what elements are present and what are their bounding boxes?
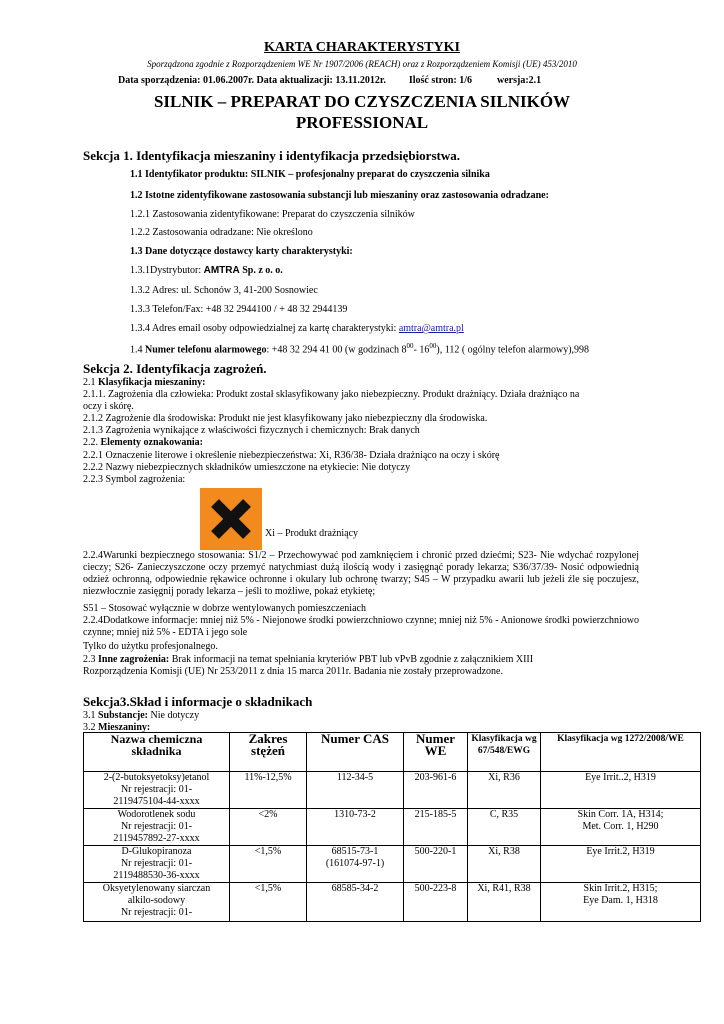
s3-1 [83, 710, 199, 721]
section-1-heading: Sekcja 1. Identyfikacja mieszaniny i identyfikacja przedsiębiorstwa. [83, 148, 460, 163]
cell-we: 215-185-5 [404, 809, 468, 846]
product-name-line2: PROFESSIONAL [295, 113, 429, 132]
s3-2-num: 3.2 [83, 722, 98, 733]
cell-range: <1,5% [230, 883, 307, 922]
s2-2-2: 2.2.2 Nazwy niebezpiecznych składników umieszczone na etykiecie: Nie dotyczy [83, 462, 411, 473]
chem-name-2: alkilo-sodowy [127, 895, 186, 906]
s2-1-1a: 2.1.1. Zagrożenia dla człowieka: Produkt został sklasyfikowany jako niebezpieczny. Produkt drażniący. Działa drażniąco na [83, 389, 580, 400]
s1-1-3-1 [130, 265, 283, 276]
chem-name: Oksyetylenowany siarczan [102, 883, 211, 894]
cell-range: 11%-12,5% [230, 772, 307, 809]
s2-1-2: 2.1.2 Zagrożenie dla środowiska: Produkt nie jest klasyfikowany jako niebezpieczny dla środowiska. [83, 413, 488, 424]
s2-2-4-conditions: 2.2.4Warunki bezpiecznego stosowania: S1/2 – Przechowywać pod zamknięciem i chronić przed dziećmi; S23- Nie wdychać rozpylonej cieczy; S26- Zanieczyszczone oczy przemyć natychmiast dużą ilością wody i zasięgnąć porady lekarza; S36/37/39- Nosić odpowiednią odzież ochronną, odpowiednie rękawice ochronne i okulary lub ochronę twarzy; S45 – W przypadku awarii lub jeżeli źle się poczujesz, niezwłocznie zasięgnij porady lekarza – jeśli to możliwe, pokaż etykietę; [83, 550, 639, 597]
s3-1-label: Substancje: [98, 710, 149, 721]
s1-4-sup1: 00 [406, 342, 414, 350]
s1-4-a: : +48 32 294 41 00 (w godzinach 8 [266, 344, 407, 356]
s1-4-num: 1.4 [130, 344, 145, 356]
distributor-suffix: Sp. z o. o. [239, 265, 283, 276]
col-we-header: Numer WE [404, 733, 468, 772]
page-count: Ilość stron: 1/6 [408, 75, 473, 86]
cell-clp [541, 846, 701, 883]
col-range-header: Zakres stężeń [230, 733, 307, 772]
s3-2-label: Mieszaniny: [98, 722, 151, 733]
s2-2-1: 2.2.1 Oznaczenie literowe i określenie niebezpieczeństwa: Xi, R36/38- Działa drażniąco na oczy i skórę [83, 450, 500, 461]
col-cls67-header: Klasyfikacja wg 67/548/EWG [468, 733, 541, 772]
cell-cas: 112-34-5 [307, 772, 404, 809]
s3-1-num: 3.1 [83, 710, 98, 721]
chem-name: D-Glukopiranoza [121, 846, 192, 857]
section-2-heading: Sekcja 2. Identyfikacja zagrożeń. [83, 361, 267, 376]
s1-4-sup2: 00 [429, 342, 437, 350]
cell-we: 500-220-1 [404, 846, 468, 883]
s1-4-label: Numer telefonu alarmowego [145, 344, 267, 356]
hazard-caption: Xi – Produkt drażniący [265, 528, 359, 539]
s1-1-3-2: 1.3.2 Adres: ul. Schonów 3, 41-200 Sosnowiec [130, 285, 318, 296]
table-row [84, 883, 701, 922]
s2-1-1b: oczy i skórę. [83, 401, 134, 412]
s1-1-3: 1.3 Dane dotyczące dostawcy karty charakterystyki: [130, 246, 353, 257]
s2-1-3: 2.1.3 Zagrożenia wynikające z właściwości fizycznych i chemicznych: Brak danych [83, 425, 420, 436]
cell-cas: 68585-34-2 [307, 883, 404, 922]
cell-cas: 1310-73-2 [307, 809, 404, 846]
ingredients-table [83, 732, 701, 922]
cell-clp [541, 809, 701, 846]
clp-2: Eye Dam. 1, H318 [583, 895, 658, 906]
col-clp-header: Klasyfikacja wg 1272/2008/WE [541, 733, 701, 772]
s2-2-num: 2.2. [83, 437, 101, 448]
cas-2: (161074-97-1) [325, 858, 385, 869]
s1-1-2: 1.2 Istotne zidentyfikowane zastosowania substancji lub mieszaniny oraz zastosowania odradzane: [130, 190, 549, 201]
s1-1-2-1: 1.2.1 Zastosowania zidentyfikowane: Preparat do czyszczenia silników [130, 209, 415, 220]
clp-1: Eye Irrit..2, H319 [585, 772, 656, 783]
s2-1-num: 2.1 [83, 377, 98, 388]
s2-2-4-additional: 2.2.4Dodatkowe informacje: mniej niż 5% - Niejonowe środki powierzchniowo czynne; mniej niż 5% - Anionowe środki powierzchniowo czynne; mniej niż 5% - EDTA i jego sole [83, 615, 639, 638]
s2-2-label: Elementy oznakowania: [100, 437, 203, 448]
email-label: 1.3.4 Adres email osoby odpowiedzialnej za kartę charakterystyki: [130, 323, 399, 334]
s3-1-text: Nie dotyczy [148, 710, 200, 721]
cell-cls67: Xi, R41, R38 [468, 883, 541, 922]
reg-no: Nr rejestracji: 01- [120, 821, 193, 832]
chem-name: 2-(2-butoksyetoksy)etanol [103, 772, 210, 783]
s2-3-num: 2.3 [83, 654, 98, 665]
product-name-line1: SILNIK – PREPARAT DO CZYSZCZENIA SILNIKÓW [153, 92, 571, 111]
document-title: KARTA CHARAKTERYSTYKI [264, 40, 460, 55]
cell-clp [541, 772, 701, 809]
col-cas-header: Numer CAS [307, 733, 404, 772]
cell-cls67: Xi, R36 [468, 772, 541, 809]
cell-name [84, 772, 230, 809]
email-link[interactable]: amtra@amtra.pl [398, 323, 464, 334]
regulation-subtitle: Sporządzona zgodnie z Rozporządzeniem WE Nr 1907/2006 (REACH) oraz z Rozporządzeniem Komisji (UE) 453/2010 [147, 59, 577, 69]
table-row [84, 846, 701, 883]
col-name-header: Nazwa chemiczna składnika [84, 733, 230, 772]
cell-name [84, 846, 230, 883]
cell-cls67: Xi, R38 [468, 846, 541, 883]
cell-we: 203-961-6 [404, 772, 468, 809]
s2-1-label: Klasyfikacja mieszaniny: [98, 377, 206, 388]
s1-4-c: ), 112 ( ogólny telefon alarmowy),998 [436, 344, 590, 356]
s2-3-label: Inne zagrożenia: [98, 654, 170, 665]
reg-no: Nr rejestracji: 01- [120, 858, 193, 869]
s2-2 [83, 437, 203, 448]
reg-no: Nr rejestracji: 01- [120, 907, 193, 918]
distributor-label: 1.3.1Dystrybutor: [130, 265, 204, 276]
document-meta [118, 75, 541, 86]
dates: Data sporządzenia: 01.06.2007r. Data aktualizacji: 13.11.2012r. [118, 75, 386, 86]
s2-professional: Tylko do użytku profesjonalnego. [83, 641, 218, 652]
cell-cas [307, 846, 404, 883]
s1-1-3-3: 1.3.3 Telefon/Fax: +48 32 2944100 / + 48 32 2944139 [130, 304, 348, 315]
chem-name: Wodorotlenek sodu [117, 809, 196, 820]
s2-2-4-s51: S51 – Stosować wyłącznie w dobrze wentylowanych pomieszczeniach [83, 603, 366, 614]
clp-2: Met. Corr. 1, H290 [582, 821, 659, 832]
cas-1: 68515-73-1 [331, 846, 379, 857]
clp-1: Eye Irrit.2, H319 [586, 846, 655, 857]
s1-1-4 [130, 342, 589, 355]
version: wersja:2.1 [497, 75, 542, 86]
table-row [84, 809, 701, 846]
cell-cls67: C, R35 [468, 809, 541, 846]
clp-1: Skin Corr. 1A, H314; [577, 809, 664, 820]
s1-1-1: 1.1 Identyfikator produktu: SILNIK – profesjonalny preparat do czyszczenia silnika [130, 169, 490, 180]
s2-2-3: 2.2.3 Symbol zagrożenia: [83, 474, 186, 485]
s2-3-b: Rozporządzenia Komisji (UE) Nr 253/2011 z dnia 15 marca 2011r. Badania nie zostały przeprowadzone. [83, 666, 503, 677]
reg-no-2: 2119457892-27-xxxx [113, 833, 200, 844]
reg-no-2: 2119475104-44-xxxx [113, 796, 200, 807]
cell-name [84, 809, 230, 846]
cell-name [84, 883, 230, 922]
clp-1: Skin Irrit.2, H315; [583, 883, 658, 894]
s2-3-text: Brak informacji na temat spełniania kryteriów PBT lub vPvB zgodnie z załącznikiem XIII [169, 654, 534, 665]
cell-range: <2% [230, 809, 307, 846]
section-3-heading: Sekcja3.Skład i informacje o składnikach [83, 694, 313, 709]
hazard-xi-icon [200, 488, 262, 550]
s1-1-2-2: 1.2.2 Zastosowania odradzane: Nie określono [130, 227, 313, 238]
cell-clp [541, 883, 701, 922]
table-row [84, 772, 701, 809]
reg-no-2: 2119488530-36-xxxx [113, 870, 200, 881]
table-header-row [84, 733, 701, 772]
s1-1-3-4 [130, 323, 464, 334]
s2-3 [83, 654, 533, 665]
brand-amtra: AMTRA [203, 265, 240, 276]
cell-we: 500-223-8 [404, 883, 468, 922]
s1-4-b: - 16 [413, 344, 430, 356]
s2-1 [83, 377, 206, 388]
cell-range: <1,5% [230, 846, 307, 883]
reg-no: Nr rejestracji: 01- [120, 784, 193, 795]
